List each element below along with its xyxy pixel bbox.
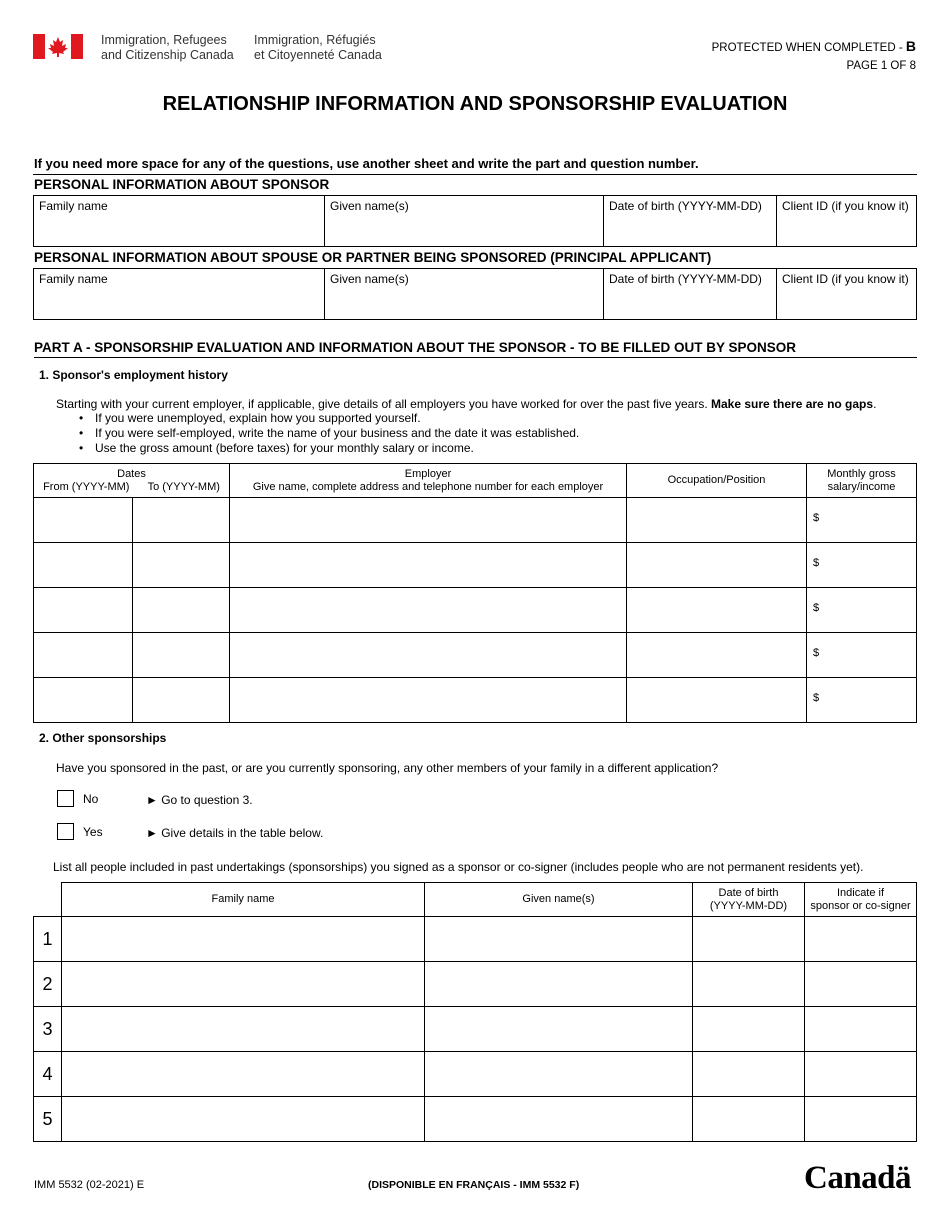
salary-field[interactable] [807, 498, 917, 543]
part-a-title: PART A - SPONSORSHIP EVALUATION AND INFORMATION ABOUT THE SPONSOR - TO BE FILLED OUT BY SPONSOR [34, 340, 917, 358]
dollar-sign: $ [813, 557, 820, 569]
canada-flag-icon [33, 34, 83, 59]
table-row [34, 678, 917, 723]
family-name-field[interactable] [62, 1097, 425, 1142]
occupation-field[interactable] [627, 633, 807, 678]
sponsor-type-field[interactable] [805, 962, 917, 1007]
sponsor-info-table [33, 195, 917, 247]
dollar-sign: $ [813, 647, 820, 659]
occupation-header: Occupation/Position [627, 464, 807, 498]
table-row [34, 543, 917, 588]
employment-history-table [33, 463, 917, 723]
q1-intro: Starting with your current employer, if applicable, give details of all employers you have worked for over the past five years. Make sure there are no gaps. [56, 397, 877, 411]
yes-instruction: ► Give details in the table below. [146, 826, 324, 840]
row-number: 2 [34, 962, 62, 1007]
to-date-field[interactable] [133, 543, 230, 588]
field-label: Family name [39, 199, 108, 213]
dollar-sign: $ [813, 692, 820, 704]
applicant-dob-field[interactable] [604, 269, 777, 320]
given-names-field[interactable] [425, 1007, 693, 1052]
sponsor-type-field[interactable] [805, 1097, 917, 1142]
sponsor-type-header: Indicate if sponsor or co-signer [805, 883, 917, 917]
table-row [34, 498, 917, 543]
row-number-header [34, 883, 62, 917]
family-name-field[interactable] [62, 1007, 425, 1052]
family-name-header: Family name [62, 883, 425, 917]
table-row [34, 1052, 917, 1097]
table-row [34, 962, 917, 1007]
table-row [34, 588, 917, 633]
employer-field[interactable] [230, 633, 627, 678]
applicant-client-id-field[interactable] [777, 269, 917, 320]
given-names-field[interactable] [425, 1052, 693, 1097]
from-date-field[interactable] [34, 543, 133, 588]
employer-field[interactable] [230, 588, 627, 633]
from-date-field[interactable] [34, 633, 133, 678]
french-availability: (DISPONIBLE EN FRANÇAIS - IMM 5532 F) [368, 1179, 580, 1191]
row-number: 5 [34, 1097, 62, 1142]
salary-field[interactable] [807, 678, 917, 723]
applicant-info-table [33, 268, 917, 320]
given-names-header: Given name(s) [425, 883, 693, 917]
applicant-given-names-field[interactable] [325, 269, 604, 320]
occupation-field[interactable] [627, 678, 807, 723]
form-id: IMM 5532 (02-2021) E [34, 1179, 145, 1191]
space-notice: If you need more space for any of the questions, use another sheet and write the part and question number. [34, 156, 699, 171]
table-row [34, 1097, 917, 1142]
field-label: Date of birth (YYYY-MM-DD) [609, 199, 762, 213]
employer-field[interactable] [230, 678, 627, 723]
page-number: PAGE 1 OF 8 [846, 60, 916, 72]
field-label: Given name(s) [330, 199, 409, 213]
occupation-field[interactable] [627, 498, 807, 543]
canada-wordmark-logo: Canadä [804, 1160, 912, 1196]
from-date-field[interactable] [34, 588, 133, 633]
dob-field[interactable] [693, 962, 805, 1007]
field-label: Client ID (if you know it) [782, 199, 909, 213]
field-label: Given name(s) [330, 272, 409, 286]
q2-list-instruction: List all people included in past undertakings (sponsorships) you signed as a sponsor or co-signer (includes people who are not permanent residents yet). [53, 860, 864, 874]
sponsor-section-title: PERSONAL INFORMATION ABOUT SPONSOR [34, 177, 330, 192]
from-date-field[interactable] [34, 498, 133, 543]
list-item: • If you were unemployed, explain how you supported yourself. [79, 411, 579, 426]
occupation-field[interactable] [627, 543, 807, 588]
to-date-field[interactable] [133, 498, 230, 543]
family-name-field[interactable] [62, 917, 425, 962]
from-date-field[interactable] [34, 678, 133, 723]
employer-header: Employer Give name, complete address and telephone number for each employer [230, 464, 627, 498]
occupation-field[interactable] [627, 588, 807, 633]
given-names-field[interactable] [425, 917, 693, 962]
table-row [34, 633, 917, 678]
given-names-field[interactable] [425, 962, 693, 1007]
sponsor-family-name-field[interactable] [34, 196, 325, 247]
table-row [34, 1007, 917, 1052]
sponsor-type-field[interactable] [805, 1007, 917, 1052]
protected-notice: PROTECTED WHEN COMPLETED - B [711, 38, 916, 54]
sponsor-type-field[interactable] [805, 1052, 917, 1097]
department-name-en: Immigration, Refugees and Citizenship Canada [101, 33, 234, 62]
yes-checkbox[interactable] [57, 823, 74, 840]
employer-field[interactable] [230, 543, 627, 588]
no-checkbox[interactable] [57, 790, 74, 807]
family-name-field[interactable] [62, 962, 425, 1007]
sponsor-type-field[interactable] [805, 917, 917, 962]
department-name-fr: Immigration, Réfugiés et Citoyenneté Canada [254, 33, 382, 62]
dob-field[interactable] [693, 1097, 805, 1142]
to-date-field[interactable] [133, 678, 230, 723]
q2-title: 2. Other sponsorships [39, 731, 167, 745]
row-number: 4 [34, 1052, 62, 1097]
no-instruction: ► Go to question 3. [146, 793, 253, 807]
table-row [34, 917, 917, 962]
other-sponsorships-table [33, 882, 917, 1142]
row-number: 1 [34, 917, 62, 962]
employer-field[interactable] [230, 498, 627, 543]
q1-title: 1. Sponsor's employment history [39, 368, 228, 382]
list-item: • If you were self-employed, write the name of your business and the date it was established. [79, 426, 579, 441]
dollar-sign: $ [813, 512, 820, 524]
dob-field[interactable] [693, 1052, 805, 1097]
salary-header: Monthly gross salary/income [807, 464, 917, 498]
row-number: 3 [34, 1007, 62, 1052]
applicant-section-title: PERSONAL INFORMATION ABOUT SPOUSE OR PARTNER BEING SPONSORED (PRINCIPAL APPLICANT) [34, 250, 712, 265]
given-names-field[interactable] [425, 1097, 693, 1142]
family-name-field[interactable] [62, 1052, 425, 1097]
salary-field[interactable] [807, 588, 917, 633]
to-date-field[interactable] [133, 588, 230, 633]
sponsor-client-id-field[interactable] [777, 196, 917, 247]
divider [33, 174, 917, 175]
dates-header: Dates From (YYYY-MM) To (YYYY-MM) [34, 464, 230, 498]
salary-field[interactable] [807, 633, 917, 678]
q2-question: Have you sponsored in the past, or are you currently sponsoring, any other members of your family in a different application? [56, 761, 719, 775]
dollar-sign: $ [813, 602, 820, 614]
dob-header: Date of birth (YYYY-MM-DD) [693, 883, 805, 917]
dob-field[interactable] [693, 1007, 805, 1052]
dob-field[interactable] [693, 917, 805, 962]
yes-label: Yes [83, 825, 103, 839]
field-label: Client ID (if you know it) [782, 272, 909, 286]
field-label: Family name [39, 272, 108, 286]
to-date-field[interactable] [133, 633, 230, 678]
sponsor-given-names-field[interactable] [325, 196, 604, 247]
applicant-family-name-field[interactable] [34, 269, 325, 320]
sponsor-dob-field[interactable] [604, 196, 777, 247]
no-label: No [83, 792, 99, 806]
list-item: • Use the gross amount (before taxes) for your monthly salary or income. [79, 441, 579, 456]
q1-bullet-list [79, 411, 579, 456]
salary-field[interactable] [807, 543, 917, 588]
page-title: RELATIONSHIP INFORMATION AND SPONSORSHIP EVALUATION [162, 93, 788, 115]
field-label: Date of birth (YYYY-MM-DD) [609, 272, 762, 286]
